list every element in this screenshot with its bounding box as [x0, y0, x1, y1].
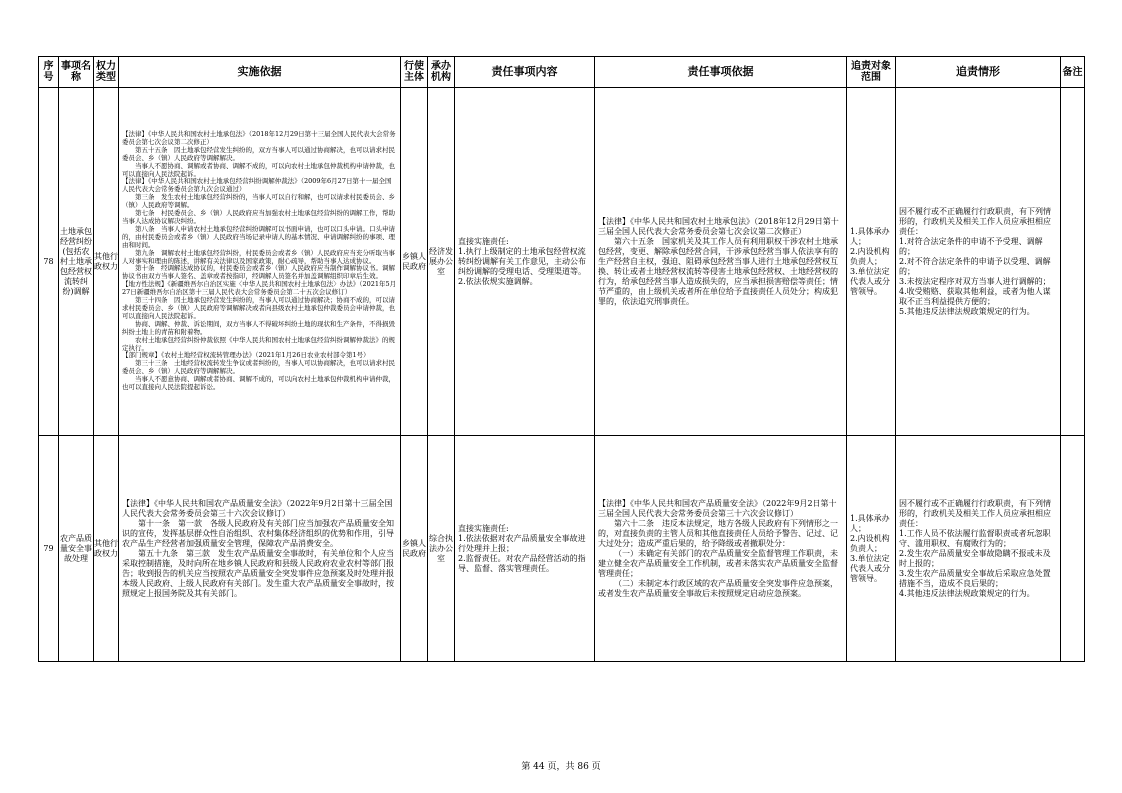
row-resp — [455, 436, 595, 662]
header-resp-basis: 责任事项依据 — [595, 57, 847, 88]
situation-line: 1.对符合法定条件的申请不予受理、调解的； — [899, 236, 1043, 256]
row-basis — [119, 436, 401, 662]
row-org: 经济发展办公室 — [428, 88, 455, 436]
situation-line: 3.发生农产品质量安全事故后采取应急处置措施不当，造成不良后果的； — [899, 568, 1051, 588]
row-note — [1061, 88, 1085, 436]
row-subject: 乡镇人民政府 — [401, 436, 428, 662]
basis-line: 当事人不愿协商、调解或者协商、调解不成的，可以向农村土地承包仲裁机构申请仲裁，也可以直接向人民法院起诉。 — [122, 161, 395, 178]
row-seq: 78 — [39, 88, 59, 436]
row-type: 其他行政权力 — [94, 436, 119, 662]
situation-line: 3.未按法定程序对双方当事人进行调解的； — [899, 276, 1051, 286]
header-name: 事项名称 — [59, 57, 94, 88]
resp-line: 2.监督责任。对农产品经营活动的指导、监督、落实管理责任。 — [458, 553, 586, 573]
target-line: 2.内设机构负责人； — [850, 246, 890, 266]
responsibility-table — [38, 56, 1085, 662]
table-row — [39, 436, 1085, 662]
row-subject: 乡镇人民政府 — [401, 88, 428, 436]
row-name: 农产品质量安全事故处理 — [59, 436, 94, 662]
basis-line: 第七条 村民委员会、乡（镇）人民政府应当加强农村土地承包经营纠纷的调解工作，帮助当事人达成协议解决纠纷。 — [122, 209, 395, 226]
basis-line: 第十条 经调解达成协议的，村民委员会或者乡（镇）人民政府应当制作调解协议书。调解协议书由双方当事人签名、盖章或者按指印，经调解人员签名并加盖调解组织印章后生效。 — [122, 264, 395, 281]
resp-basis-line: 【法律】《中华人民共和国农产品质量安全法》（2022年9月2日第十三届全国人民代表大会常务委员会第三十六次会议修订） — [598, 498, 837, 518]
basis-line: 协商、调解、仲裁、诉讼期间，双方当事人不得破坏纠纷土地的现状和生产条件，不得损毁纠纷土地上的青苗和附着物。 — [122, 319, 395, 336]
resp-line: 2.依法依规实施调解。 — [458, 276, 538, 286]
row-target — [847, 88, 896, 436]
resp-basis-line: （一）未确定有关部门的农产品质量安全监督管理工作职责，未建立健全农产品质量安全工作机制，或者未落实农产品质量安全监督管理责任； — [598, 548, 838, 578]
row-situation — [896, 436, 1061, 662]
header-basis: 实施依据 — [119, 57, 401, 88]
basis-line: 【法律】《中华人民共和国农村土地承包经营纠纷调解仲裁法》（2009年6月27日第十一届全国人民代表大会常务委员会第九次会议通过） — [122, 177, 392, 194]
resp-line: 1.执行上级制定的土地承包经营权流转纠纷调解有关工作意见，主动公布纠纷调解的受理电话、受理渠道等。 — [458, 246, 586, 276]
header-seq: 序号 — [39, 57, 59, 88]
row-type: 其他行政权力 — [94, 88, 119, 436]
situation-line: 1.工作人员不依法履行监督职责或者玩忽职守、滥用职权、有腐败行为的； — [899, 528, 1051, 548]
situation-line: 2.发生农产品质量安全事故隐瞒不报或未及时上报的； — [899, 548, 1051, 568]
header-type: 权力类型 — [94, 57, 119, 88]
row-situation — [896, 88, 1061, 436]
basis-line: 【法律】《中华人民共和国农村土地承包法》（2018年12月29日第十三届全国人民代表大会常务委员会第七次会议第二次修正） — [122, 130, 396, 146]
header-subject: 行使主体 — [401, 57, 428, 88]
basis-line: 第八条 当事人申请农村土地承包经营纠纷调解可以书面申请，也可以口头申请。口头申请的，由村民委员会或者乡（镇）人民政府当场记录申请人的基本情况、申请调解纠纷的事项、理由和时间。 — [122, 224, 395, 249]
basis-line: 【地方性法规】《新疆维吾尔自治区实施〈中华人民共和国农村土地承包法〉办法》（2021年5月27日新疆维吾尔自治区第十三届人民代表大会常务委员会第二十五次会议修订） — [122, 280, 397, 297]
resp-basis-line: 第六十二条 违反本法规定，地方各级人民政府有下列情形之一的，对直接负责的主管人员和其他直接责任人员给予警告、记过、记大过处分；造成严重后果的，给予降级或者撤职处分： — [598, 518, 838, 548]
basis-line: 农村土地承包经营纠纷仲裁依照《中华人民共和国农村土地承包经营纠纷调解仲裁法》的规定执行。 — [122, 335, 395, 352]
header-resp: 责任事项内容 — [455, 57, 595, 88]
row-resp-basis — [595, 436, 847, 662]
basis-line: 第五十五条 因土地承包经营发生纠纷的，双方当事人可以通过协商解决，也可以请求村民委员会、乡（镇）人民政府等调解解决。 — [122, 145, 395, 162]
header-row — [39, 57, 1085, 88]
situation-line: 5.其他违反法律法规政策规定的行为。 — [899, 306, 1035, 316]
basis-line: 当事人不愿意协商、调解或者协商、调解不成的，可以向农村土地承包仲裁机构申请仲裁，也可以直接向人民法院提起诉讼。 — [122, 375, 395, 392]
basis-line: 【法律】《中华人民共和国农产品质量安全法》（2022年9月2日第十三届全国人民代表大会常务委员会第三十六次会议修订） — [122, 498, 393, 518]
resp-line: 直接实施责任: — [458, 236, 509, 246]
header-note: 备注 — [1061, 57, 1085, 88]
situation-line: 因不履行或不正确履行行政职责，有下列情形的，行政机关及相关工作人员应承担相应责任： — [899, 206, 1051, 236]
resp-basis-line: 【法律】《中华人民共和国农村土地承包法》（2018年12月29日第十三届全国人民代表大会常务委员会第七次会议第二次修正） — [598, 216, 839, 236]
basis-line: 第三十四条 因土地承包经营发生纠纷的，当事人可以通过协商解决；协商不成的，可以请求村民委员会、乡（镇）人民政府等调解解决或者向县级农村土地承包仲裁委员会申请仲裁，也可以直接向人民法院起诉。 — [122, 296, 395, 320]
target-line: 3.单位法定代表人或分管领导。 — [850, 266, 890, 296]
basis-line: 【部门规章】《农村土地经营权流转管理办法》（2021年1月26日农业农村部令第1号） — [122, 351, 370, 360]
row-resp-basis — [595, 88, 847, 436]
header-org: 承办机构 — [428, 57, 455, 88]
header-target: 追责对象范围 — [847, 57, 896, 88]
row-org: 综合执法办公室 — [428, 436, 455, 662]
basis-line: 第三十三条 土地经营权流转发生争议或者纠纷的，当事人可以协商解决，也可以请求村民委员会、乡（镇）人民政府等调解解决。 — [122, 359, 395, 376]
situation-line: 4.收受贿赂、获取其他利益，或者为他人谋取不正当利益提供方便的； — [899, 286, 1051, 306]
situation-line: 2.对不符合法定条件的申请予以受理、调解的； — [899, 256, 1051, 276]
target-line: 1.具体承办人； — [850, 513, 890, 533]
basis-line: 第十一条 第一款 各级人民政府及有关部门应当加强农产品质量安全知识的宣传，发挥基层群众性自治组织、农村集体经济组织的优势和作用，引导农产品生产经营者加强质量安全管理，保障农产品消费安全。 — [122, 518, 394, 548]
row-note — [1061, 436, 1085, 662]
resp-line: 1.依法依据对农产品质量安全事故进行处理并上报； — [458, 533, 586, 553]
resp-basis-line: （二）未制定本行政区域的农产品质量安全突发事件应急预案，或者发生农产品质量安全事故后未按照规定启动应急预案。 — [598, 578, 838, 598]
resp-basis-line: 第六十五条 国家机关及其工作人员有利用职权干涉农村土地承包经营，变更、解除承包经营合同，干涉承包经营当事人依法享有的生产经营自主权，强迫、阻碍承包经营当事人进行土地承包经营权互换、转让或者土地经营权流转等侵害土地承包经营权、土地经营权的行为，给承包经营当事人造成损失的，应当承担损害赔偿等责任；情节严重的，由上级机关或者所在单位给予直接责任人员处分；构成犯罪的，依法追究刑事责任。 — [598, 236, 838, 306]
basis-line: 第五十九条 第三款 发生农产品质量安全事故时，有关单位和个人应当采取控制措施，及时向所在地乡镇人民政府和县级人民政府农业农村等部门报告；收到报告的机关应当按照农产品质量安全突发事件应急预案及时处理并报本级人民政府、上级人民政府有关部门。发生重大农产品质量安全事故时，按照规定上报国务院及其有关部门。 — [122, 548, 394, 598]
row-seq: 79 — [39, 436, 59, 662]
target-line: 2.内设机构负责人； — [850, 533, 890, 553]
resp-line: 直接实施责任: — [458, 523, 509, 533]
row-target — [847, 436, 896, 662]
basis-line: 第三条 发生农村土地承包经营纠纷的，当事人可以自行和解，也可以请求村民委员会、乡（镇）人民政府等调解。 — [122, 193, 395, 210]
target-line: 3.单位法定代表人或分管领导。 — [850, 553, 890, 583]
basis-line: 第九条 调解农村土地承包经营纠纷，村民委员会或者乡（镇）人民政府应当充分听取当事人对事实和理由的陈述，讲解有关法律以及国家政策，耐心疏导，帮助当事人达成协议。 — [122, 248, 395, 265]
target-line: 1.具体承办人； — [850, 226, 890, 246]
row-resp — [455, 88, 595, 436]
header-situation: 追责情形 — [896, 57, 1061, 88]
row-name: 土地承包经营纠纷(包括农村土地承包经营权流转纠纷)调解 — [59, 88, 94, 436]
row-basis — [119, 88, 401, 436]
page-footer: 第 44 页，共 86 页 — [521, 762, 601, 772]
situation-line: 4.其他违反法律法规政策规定的行为。 — [899, 588, 1035, 598]
table-row — [39, 88, 1085, 436]
situation-line: 因不履行或不正确履行行政职责，有下列情形的，行政机关及相关工作人员应承担相应责任： — [899, 498, 1051, 528]
